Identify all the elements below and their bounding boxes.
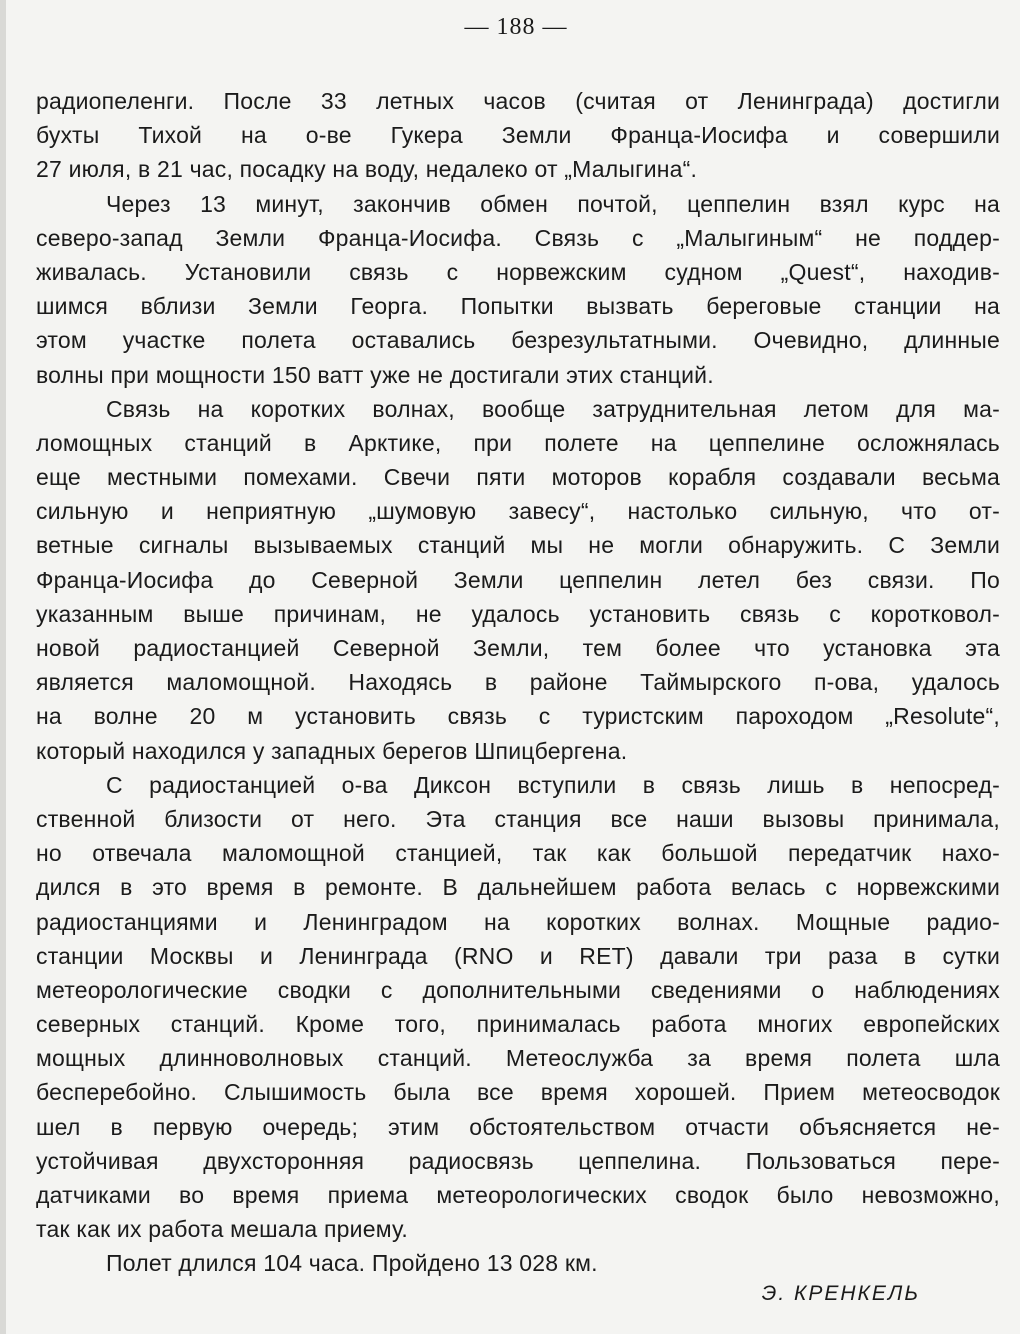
text-line: но отвечала маломощной станцией, так как большой передатчик нахо-	[36, 840, 1000, 867]
text-line: еще местными помехами. Свечи пяти моторов корабля создавали весьма	[36, 464, 1000, 491]
text-line: на волне 20 м установить связь с туристским пароходом „Resolute“,	[36, 703, 1000, 730]
text-line: является маломощной. Находясь в районе Таймырского п-ова, удалось	[36, 669, 1000, 696]
text-line: так как их работа мешала приему.	[36, 1216, 408, 1243]
paragraph	[36, 187, 1000, 392]
paragraph	[36, 768, 1000, 1247]
text-line: шимся вблизи Земли Георга. Попытки вызвать береговые станции на	[36, 293, 1000, 320]
text-line: устойчивая двухсторонняя радиосвязь цеппелина. Пользоваться пере-	[36, 1147, 1000, 1174]
text-line: Через 13 минут, закончив обмен почтой, цеппелин взял курс на	[106, 190, 1000, 217]
text-line: датчиками во время приема метеорологических сводок было невозможно,	[36, 1182, 1000, 1208]
text-line: С радиостанцией о-ва Диксон вступили в связь лишь в непосред-	[106, 771, 1000, 798]
text-line: который находился у западных берегов Шпицбергена.	[36, 737, 628, 764]
text-line: радиопеленги. После 33 летных часов (считая от Ленинграда) достигли	[36, 88, 1000, 114]
text-line: новой радиостанцией Северной Земли, тем более что установка эта	[36, 635, 1000, 661]
text-line: указанным выше причинам, не удалось установить связь с коротковол-	[36, 600, 1000, 627]
text-line: мощных длинноволновых станций. Метеослужба за время полета шла	[36, 1045, 1000, 1072]
text-line: живалась. Установили связь с норвежским судном „Quest“, находив-	[36, 258, 1000, 285]
body-text	[36, 84, 1000, 1281]
text-line: шел в первую очередь; этим обстоятельством отчасти объясняется не-	[36, 1113, 1000, 1140]
text-line: 27 июля, в 21 час, посадку на воду, недалеко от „Малыгина“.	[36, 156, 698, 183]
text-line: этом участке полета оставались безрезультатными. Очевидно, длинные	[36, 327, 1000, 354]
text-line: дился в это время в ремонте. В дальнейшем работа велась с норвежскими	[36, 874, 1000, 901]
paragraph	[36, 392, 1000, 768]
text-line: ломощных станций в Арктике, при полете на цеппелине осложнялась	[36, 429, 1000, 456]
text-line: радиостанциями и Ленинградом на коротких волнах. Мощные радио-	[36, 908, 1000, 935]
text-line: ственной близости от него. Эта станция все наши вызовы принимала,	[36, 805, 1000, 832]
text-line: Полет длился 104 часа. Пройдено 13 028 км.	[106, 1250, 598, 1277]
paragraph	[36, 1246, 1000, 1280]
text-line: северных станций. Кроме того, принималась работа многих европейских	[36, 1011, 1000, 1038]
page-number: — 188 —	[464, 14, 568, 40]
text-line: северо-запад Земли Франца-Иосифа. Связь с „Малыгиным“ не поддер-	[36, 224, 1000, 251]
paragraph	[36, 84, 1000, 187]
text-line: бесперебойно. Слышимость была все время хорошей. Прием метеосводок	[36, 1079, 1000, 1106]
text-line: Франца-Иосифа до Северной Земли цеппелин летел без связи. По	[36, 566, 1000, 593]
text-line: ветные сигналы вызываемых станций мы не могли обнаружить. С Земли	[36, 532, 1000, 559]
author-signature: Э. КРЕНКЕЛЬ	[761, 1282, 920, 1305]
text-line: метеорологические сводки с дополнительными сведениями о наблюдениях	[36, 976, 1000, 1003]
text-line: бухты Тихой на о-ве Гукера Земли Франца-Иосифа и совершили	[36, 122, 1000, 149]
text-line: сильную и неприятную „шумовую завесу“, настолько сильную, что от-	[36, 498, 1000, 525]
text-line: волны при мощности 150 ватт уже не достигали этих станций.	[36, 361, 714, 388]
text-line: станции Москвы и Ленинграда (RNO и RET) давали три раза в сутки	[36, 942, 1000, 969]
text-line: Связь на коротких волнах, вообще затруднительная летом для ма-	[106, 395, 1000, 422]
